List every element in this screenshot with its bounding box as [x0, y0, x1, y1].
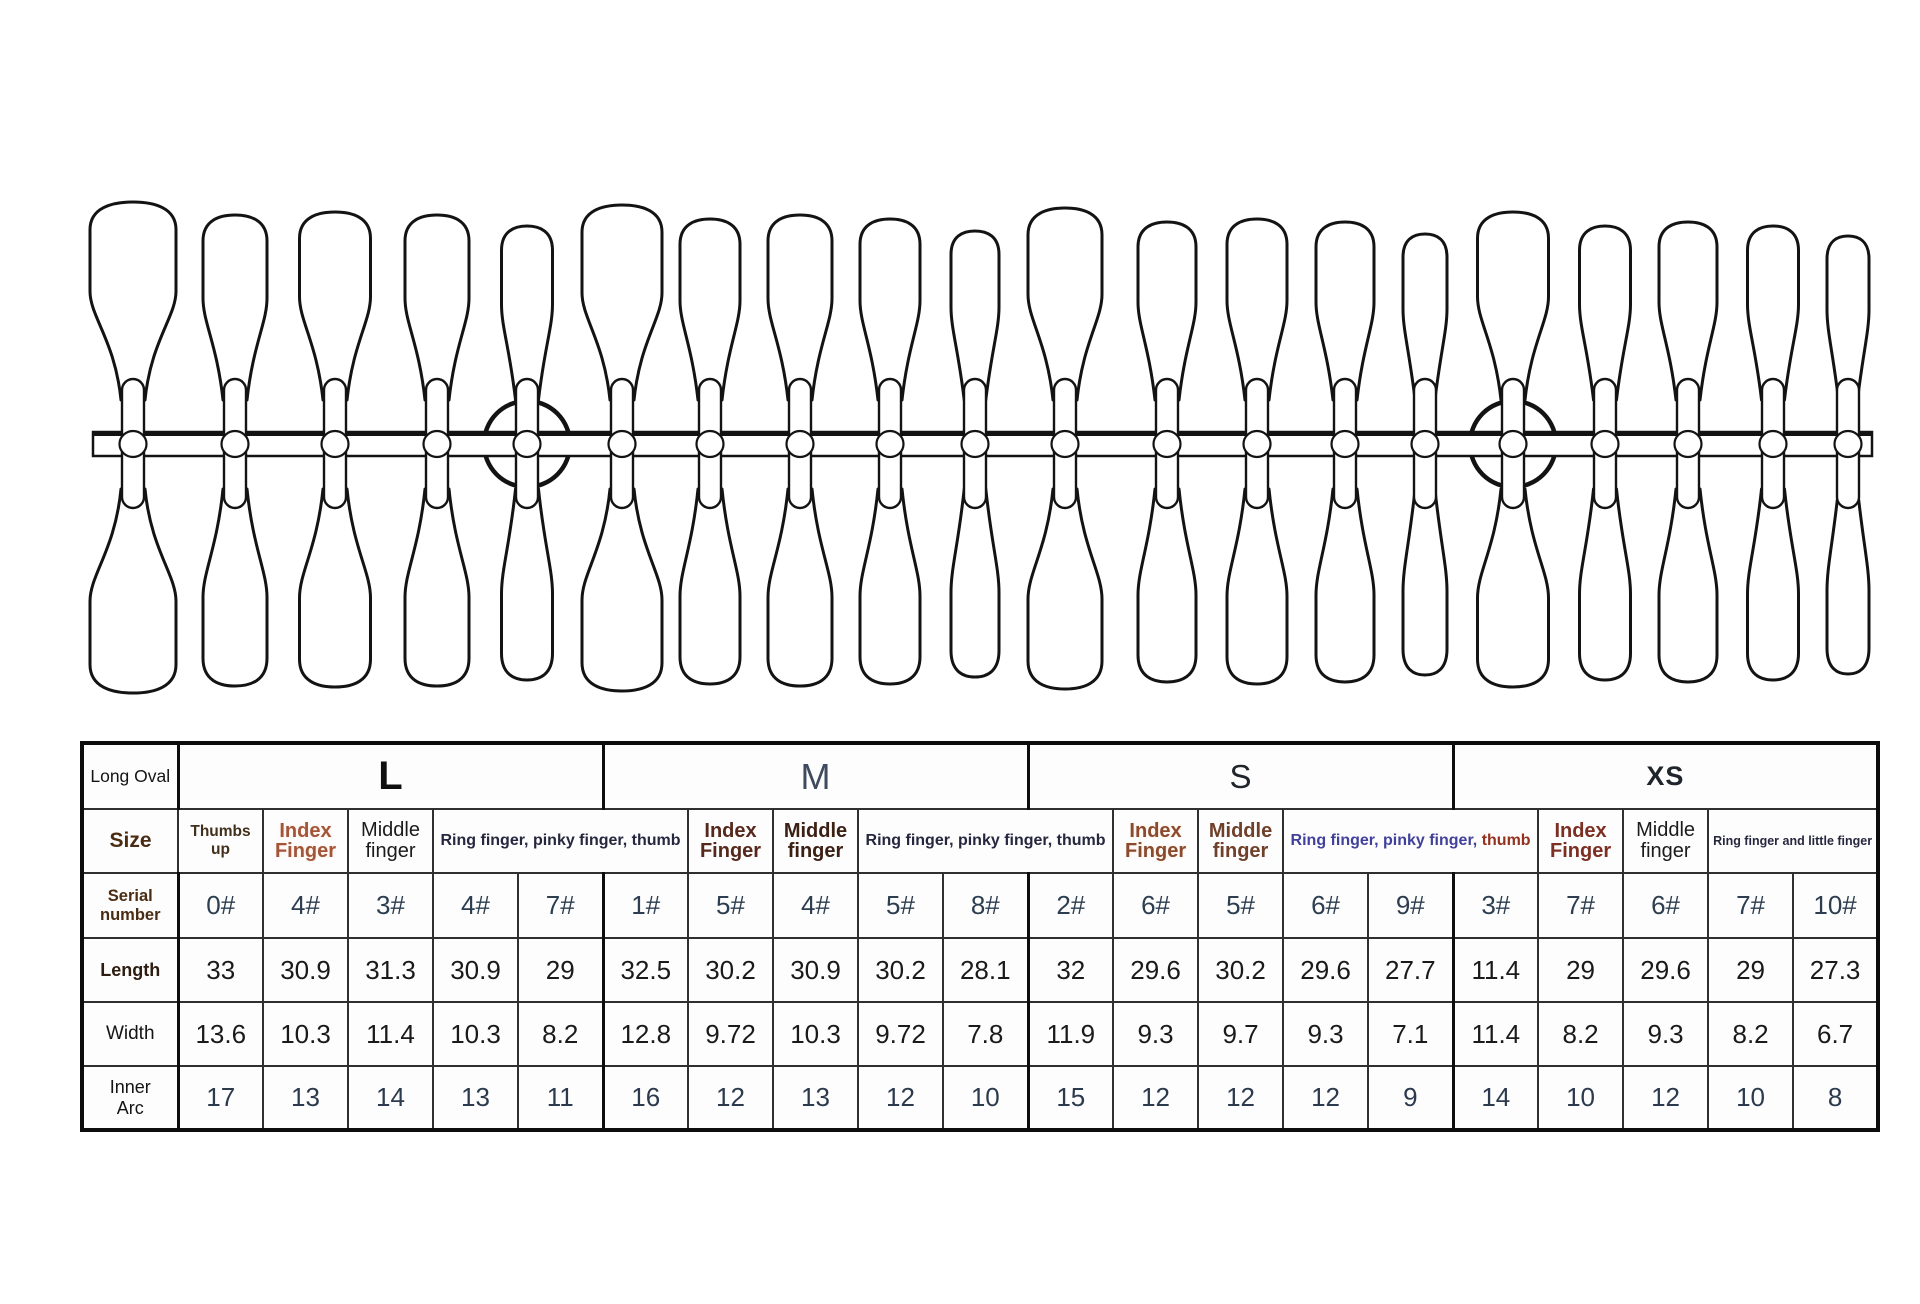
serial-cell: 5#	[858, 873, 943, 938]
width-cell: 11.9	[1028, 1002, 1113, 1066]
nail-top	[1478, 212, 1549, 400]
finger-type-cell: Ring finger, pinky finger, thumb	[858, 809, 1113, 873]
finger-type-cell: Middle finger	[348, 809, 433, 873]
nail-top	[582, 205, 662, 400]
inner_arc-cell: 14	[1453, 1066, 1538, 1130]
nail-bottom	[582, 489, 662, 691]
stem-hole	[322, 431, 349, 457]
stem-hole	[609, 431, 636, 457]
nail-top	[1028, 208, 1102, 400]
serial-cell: 4#	[433, 873, 518, 938]
length-cell: 30.2	[858, 938, 943, 1002]
finger-type-cell: Middle finger	[1623, 809, 1708, 873]
serial-cell: 8#	[943, 873, 1028, 938]
finger-type-cell: Middle finger	[773, 809, 858, 873]
length-cell: 31.3	[348, 938, 433, 1002]
length-cell: 29	[1538, 938, 1623, 1002]
nail-top	[502, 226, 553, 400]
finger-type-cell: Index Finger	[1113, 809, 1198, 873]
nail-top	[1659, 222, 1717, 400]
serial-cell: 0#	[178, 873, 263, 938]
length-cell: 33	[178, 938, 263, 1002]
width-row-label: Width	[82, 1002, 178, 1066]
inner_arc-cell: 10	[1708, 1066, 1793, 1130]
inner_arc-cell: 9	[1368, 1066, 1453, 1130]
nail-top	[203, 215, 267, 400]
nail-bottom	[1403, 489, 1447, 675]
size-chart-table	[80, 741, 1880, 1132]
serial-cell: 10#	[1793, 873, 1878, 938]
inner_arc-cell: 12	[858, 1066, 943, 1130]
inner_arc-cell: 10	[943, 1066, 1028, 1130]
group-header-M: M	[603, 743, 1028, 809]
serial-cell: 7#	[1708, 873, 1793, 938]
serial-cell: 9#	[1368, 873, 1453, 938]
width-cell: 9.7	[1198, 1002, 1283, 1066]
group-header-L: L	[178, 743, 603, 809]
serial-cell: 6#	[1623, 873, 1708, 938]
serial-cell: 6#	[1113, 873, 1198, 938]
nail-bottom	[1138, 489, 1196, 682]
finger-type-cell: Index Finger	[263, 809, 348, 873]
nail-top	[680, 219, 740, 400]
label-line: Inner	[109, 1076, 151, 1097]
width-cell: 11.4	[1453, 1002, 1538, 1066]
label-line: number	[99, 905, 161, 924]
width-cell: 9.3	[1113, 1002, 1198, 1066]
serial-cell: 7#	[518, 873, 603, 938]
finger-type-cell: Ring finger and little finger	[1708, 809, 1878, 873]
width-cell: 10.3	[433, 1002, 518, 1066]
serial-cell: 4#	[263, 873, 348, 938]
width-cell: 9.72	[858, 1002, 943, 1066]
corner-label: Long Oval	[82, 743, 178, 809]
length-cell: 28.1	[943, 938, 1028, 1002]
width-cell: 8.2	[1708, 1002, 1793, 1066]
length-cell: 30.2	[1198, 938, 1283, 1002]
stem-hole	[1052, 431, 1079, 457]
nail-top	[1403, 234, 1447, 400]
width-cell: 9.72	[688, 1002, 773, 1066]
inner_arc-cell: 12	[1113, 1066, 1198, 1130]
nail-top	[300, 212, 371, 400]
inner_arc-cell: 16	[603, 1066, 688, 1130]
width-cell: 8.2	[1538, 1002, 1623, 1066]
finger-type-cell: Index Finger	[1538, 809, 1623, 873]
finger-type-cell: Ring finger, pinky finger, thumb	[433, 809, 688, 873]
nail-bottom	[768, 489, 832, 686]
width-cell: 6.7	[1793, 1002, 1878, 1066]
inner-arc-row	[82, 1066, 1878, 1130]
length-cell: 29.6	[1283, 938, 1368, 1002]
stem-hole	[1760, 431, 1787, 457]
width-cell: 13.6	[178, 1002, 263, 1066]
length-cell: 32.5	[603, 938, 688, 1002]
length-cell: 29.6	[1113, 938, 1198, 1002]
inner_arc-cell: 12	[1623, 1066, 1708, 1130]
nail-top	[1227, 219, 1287, 400]
serial-row-label	[82, 873, 178, 938]
length-cell: 30.2	[688, 938, 773, 1002]
length-cell: 29	[1708, 938, 1793, 1002]
width-cell: 9.3	[1283, 1002, 1368, 1066]
width-cell: 8.2	[518, 1002, 603, 1066]
stem-hole	[424, 431, 451, 457]
finger-type-cell: Middle finger	[1198, 809, 1283, 873]
width-cell: 9.3	[1623, 1002, 1708, 1066]
inner_arc-cell: 11	[518, 1066, 603, 1130]
serial-cell: 4#	[773, 873, 858, 938]
finger-type-text-part: Ring finger, pinky finger,	[1290, 832, 1482, 849]
label-line: Serial	[107, 887, 153, 906]
stem-hole	[962, 431, 989, 457]
nail-bottom	[502, 489, 553, 680]
label-line: Arc	[116, 1097, 144, 1118]
length-cell: 29.6	[1623, 938, 1708, 1002]
inner_arc-cell: 8	[1793, 1066, 1878, 1130]
stem-hole	[1500, 431, 1527, 457]
nail-bottom	[1827, 489, 1869, 674]
nail-top	[860, 219, 920, 400]
stem-hole	[1244, 431, 1271, 457]
width-cell: 10.3	[773, 1002, 858, 1066]
nail-bottom	[1748, 489, 1799, 680]
width-cell: 7.1	[1368, 1002, 1453, 1066]
inner_arc-cell: 17	[178, 1066, 263, 1130]
length-cell: 29	[518, 938, 603, 1002]
width-cell: 10.3	[263, 1002, 348, 1066]
nail-bottom	[1028, 489, 1102, 689]
serial-cell: 7#	[1538, 873, 1623, 938]
size-row	[82, 809, 1878, 873]
nail-top	[1316, 222, 1374, 400]
width-row	[82, 1002, 1878, 1066]
length-cell: 30.9	[263, 938, 348, 1002]
group-header-S: S	[1028, 743, 1453, 809]
length-cell: 27.7	[1368, 938, 1453, 1002]
inner_arc-cell: 12	[1283, 1066, 1368, 1130]
stem-hole	[514, 431, 541, 457]
group-header-XS: XS	[1453, 743, 1878, 809]
stem-hole	[120, 431, 147, 457]
stem-hole	[787, 431, 814, 457]
inner_arc-cell: 10	[1538, 1066, 1623, 1130]
inner_arc-cell: 15	[1028, 1066, 1113, 1130]
length-cell: 27.3	[1793, 938, 1878, 1002]
nail-bottom	[1316, 489, 1374, 682]
stem-hole	[1412, 431, 1439, 457]
nail-top	[951, 231, 999, 400]
serial-cell: 3#	[348, 873, 433, 938]
serial-cell: 1#	[603, 873, 688, 938]
size-row-label: Size	[82, 809, 178, 873]
nail-bottom	[405, 489, 469, 686]
nail-bottom	[203, 489, 267, 686]
finger-type-cell: Index Finger	[688, 809, 773, 873]
inner-arc-row-label	[82, 1066, 178, 1130]
inner_arc-cell: 12	[1198, 1066, 1283, 1130]
nail-top	[1138, 222, 1196, 400]
nail-bottom	[951, 489, 999, 677]
nail-top	[1580, 226, 1631, 400]
length-row	[82, 938, 1878, 1002]
group-header-row	[82, 743, 1878, 809]
serial-cell: 3#	[1453, 873, 1538, 938]
width-cell: 12.8	[603, 1002, 688, 1066]
nail-bottom	[90, 489, 176, 693]
nail-top	[768, 215, 832, 400]
nail-bottom	[1227, 489, 1287, 684]
inner_arc-cell: 13	[433, 1066, 518, 1130]
length-cell: 32	[1028, 938, 1113, 1002]
length-cell: 30.9	[773, 938, 858, 1002]
nail-bottom	[1478, 489, 1549, 687]
nail-top	[90, 202, 176, 400]
width-cell: 7.8	[943, 1002, 1028, 1066]
stem-hole	[1154, 431, 1181, 457]
finger-type-cell: Thumbs up	[178, 809, 263, 873]
inner_arc-cell: 12	[688, 1066, 773, 1130]
stem-hole	[697, 431, 724, 457]
serial-row	[82, 873, 1878, 938]
nail-bottom	[300, 489, 371, 687]
stem-hole	[1835, 431, 1862, 457]
inner_arc-cell: 13	[773, 1066, 858, 1130]
length-row-label: Length	[82, 938, 178, 1002]
stem-hole	[1675, 431, 1702, 457]
nail-bottom	[860, 489, 920, 684]
stem-hole	[1592, 431, 1619, 457]
length-cell: 11.4	[1453, 938, 1538, 1002]
nail-top	[405, 215, 469, 400]
nail-bottom	[1580, 489, 1631, 680]
nail-bottom	[1659, 489, 1717, 682]
nail-top	[1827, 236, 1869, 400]
length-cell: 30.9	[433, 938, 518, 1002]
stem-hole	[1332, 431, 1359, 457]
finger-type-text-part: thumb	[1481, 832, 1531, 849]
serial-cell: 5#	[688, 873, 773, 938]
serial-cell: 2#	[1028, 873, 1113, 938]
stem-hole	[222, 431, 249, 457]
inner_arc-cell: 13	[263, 1066, 348, 1130]
inner_arc-cell: 14	[348, 1066, 433, 1130]
nail-top	[1748, 226, 1799, 400]
stem-hole	[877, 431, 904, 457]
finger-type-cell	[1283, 809, 1538, 873]
serial-cell: 6#	[1283, 873, 1368, 938]
nail-bottom	[680, 489, 740, 684]
width-cell: 11.4	[348, 1002, 433, 1066]
serial-cell: 5#	[1198, 873, 1283, 938]
